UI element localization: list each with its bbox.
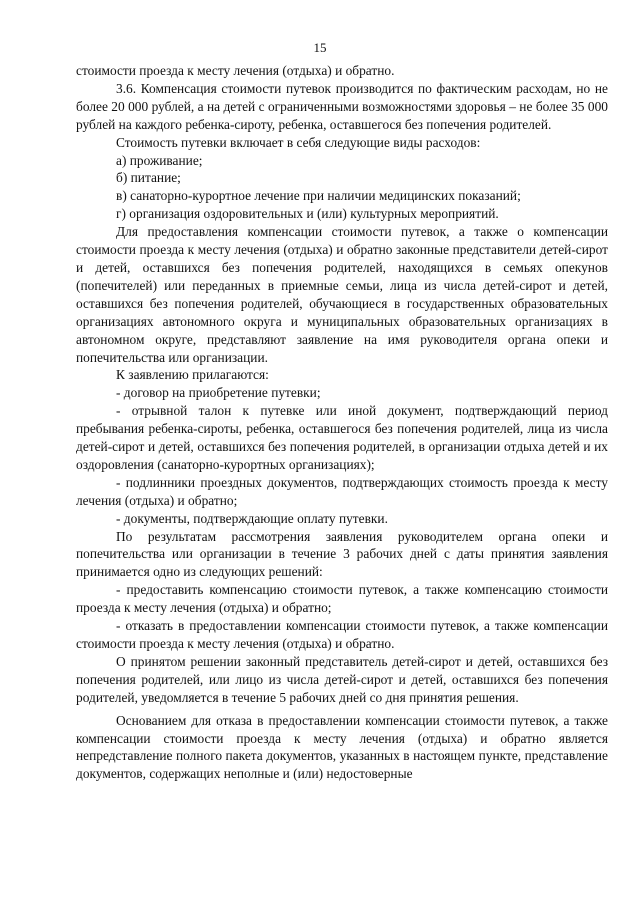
paragraph-continuation: стоимости проезда к месту лечения (отдыха) и обратно. (76, 63, 395, 78)
list-item-activities: г) организация оздоровительных и (или) культурных мероприятий. (116, 206, 499, 222)
list-item-grant: - предоставить компенсацию стоимости путевок, а также компенсацию стоимости проезда к месту лечения (отдыха) и обратно; (76, 582, 608, 616)
paragraph-expense-intro: Стоимость путевки включает в себя следующие виды расходов: (116, 134, 481, 150)
paragraph-decision: По результатам рассмотрения заявления руководителем органа опеки и попечительства или организации в течение 3 рабочих дней с даты принятия заявления принимается одно из следующих решений: (76, 528, 608, 580)
list-item-accommodation: а) проживание; (116, 152, 203, 168)
paragraph-notification: О принятом решении законный представитель детей-сирот и детей, оставшихся без попечения родителей, или лицо из числа детей-сирот и детей, оставшихся без попечения родителей, уведомляется в течение 5 рабочих дней со дня принятия решения. (76, 653, 608, 705)
list-item-voucher-stub: - отрывной талон к путевке или иной документ, подтверждающий период пребывания ребенка-сироты, ребенка, оставшегося без попечения родителей, лица из числа детей-сирот и детей, оставшихся без попечения родителей, в организации отдыха детей и их оздоровления (санаторно-курортных организациях); (76, 403, 608, 472)
paragraph-application: Для предоставления компенсации стоимости путевок, а также о компенсации стоимости проезда к месту лечения (отдыха) и обратно законные представители детей-сирот и детей, оставшихся без попечения родителей, находящихся в семьях опекунов (попечителей) или переданных в приемные семьи, лица из числа детей-сирот и детей, оставшихся без попечения родителей, обучающиеся в государственных образовательных организациях автономного округа и муниципальных образовательных организациях в автономном округе, представляют заявление на имя руководителя органа опеки и попечительства или организации. (76, 224, 608, 365)
paragraph-section-3-6: 3.6. Компенсация стоимости путевок производится по фактическим расходам, но не более 20 000 рублей, а на детей с ограниченными возможностями здоровья – не более 35 000 рублей на каждого ребенка-сироту, ребенка, оставшегося без попечения родителей. (76, 80, 608, 132)
list-item-treatment: в) санаторно-курортное лечение при наличии медицинских показаний; (116, 188, 521, 204)
paragraph-refusal-grounds: Основанием для отказа в предоставлении компенсации стоимости путевок, а также компенсации стоимости проезда к месту лечения (отдыха) и обратно является непредставление полного пакета документов, указанных в настоящем пункте, представление документов, содержащих неполные и (или) недостоверные (76, 712, 608, 782)
list-item-travel-documents: - подлинники проездных документов, подтверждающих стоимость проезда к месту лечения (отдыха) и обратно; (76, 474, 608, 508)
list-item-refuse: - отказать в предоставлении компенсации стоимости путевок, а также компенсации стоимости проезда к месту лечения (отдыха) и обратно. (76, 618, 608, 651)
list-item-contract: - договор на приобретение путевки; (116, 385, 321, 401)
list-item-meals: б) питание; (116, 170, 181, 186)
page-number: 15 (313, 40, 327, 55)
list-item-payment-documents: - документы, подтверждающие оплату путевки. (116, 510, 388, 526)
document-body (76, 62, 608, 783)
paragraph-attachments-intro: К заявлению прилагаются: (116, 367, 269, 383)
